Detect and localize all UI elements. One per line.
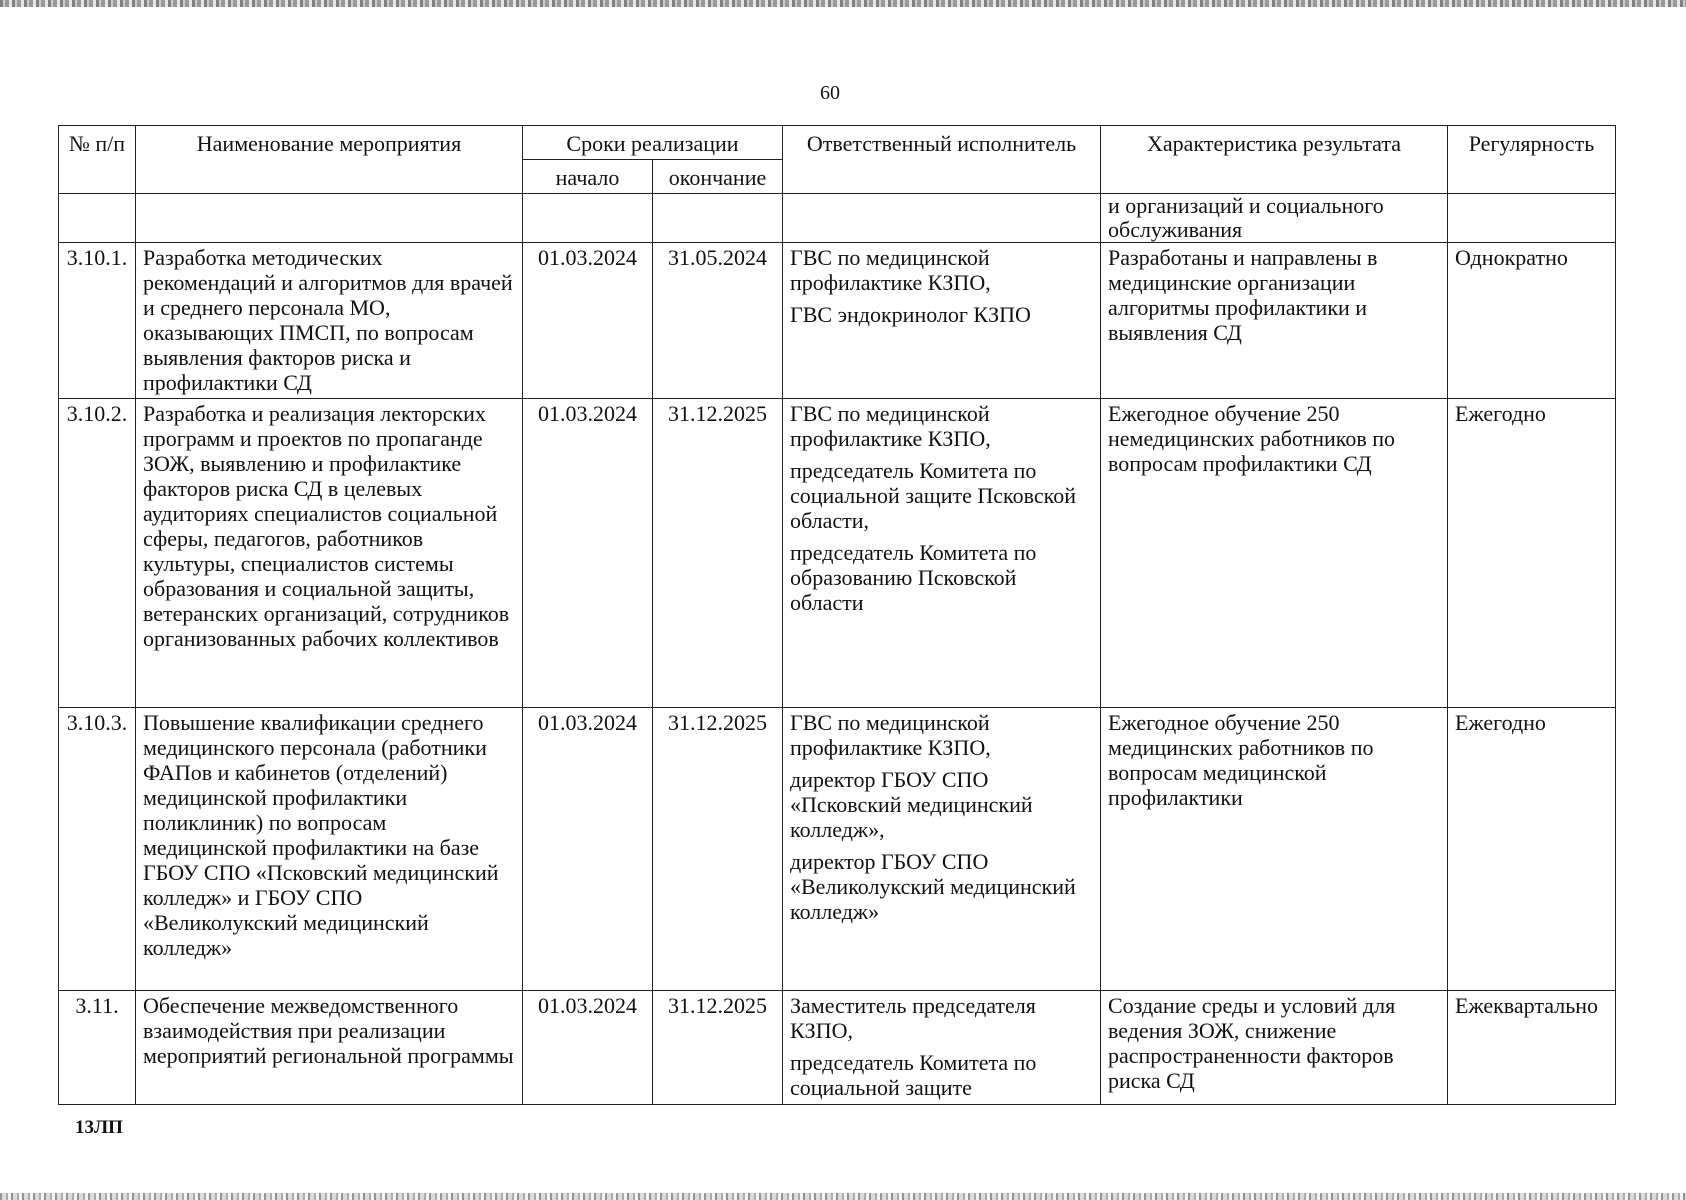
cell-end: 31.05.2024: [653, 243, 783, 399]
header-row: [59, 126, 1616, 160]
executor-line: Заместитель председателя КЗПО,: [790, 993, 1036, 1043]
executor-line: председатель Комитета по образованию Псковской области: [790, 540, 1037, 615]
cell-executor: [783, 399, 1101, 708]
table-row: [59, 991, 1616, 1105]
cell-name: Разработка методических рекомендаций и алгоритмов для врачей и среднего персонала МО, оказывающих ПМСП, по вопросам выявления факторов риска и профилактики СД: [136, 243, 523, 399]
cell-start: 01.03.2024: [523, 708, 653, 991]
cell-regularity: Ежеквартально: [1448, 991, 1616, 1105]
cell-regularity: [1448, 194, 1616, 243]
executor-line: директор ГБОУ СПО «Великолукский медицинский колледж»: [790, 849, 1076, 924]
cell-result: Ежегодное обучение 250 немедицинских работников по вопросам профилактики СД: [1101, 399, 1448, 708]
header-start: начало: [523, 160, 653, 194]
cell-executor: [783, 991, 1101, 1105]
table-row: [59, 708, 1616, 991]
cell-executor: [783, 243, 1101, 399]
cell-name: [136, 194, 523, 243]
cell-regularity: Однократно: [1448, 243, 1616, 399]
cell-result: и организаций и социального обслуживания: [1101, 194, 1448, 243]
executor-line: председатель Комитета по социальной защите Псковской области,: [790, 458, 1076, 533]
executor-line: ГВС по медицинской профилактике КЗПО,: [790, 710, 991, 760]
cell-name: Повышение квалификации среднего медицинского персонала (работники ФАПов и кабинетов (отделений) медицинской профилактики поликлиник) по вопросам медицинской профилактики на базе ГБОУ СПО «Псковский медицинский колледж» и ГБОУ СПО «Великолукский медицинский колледж»: [136, 708, 523, 991]
program-table: [58, 125, 1616, 1105]
cell-start: [523, 194, 653, 243]
cell-start: 01.03.2024: [523, 399, 653, 708]
cell-executor: [783, 194, 1101, 243]
cell-end: [653, 194, 783, 243]
scan-edge-top: [0, 0, 1686, 7]
table-row-continuation: [59, 194, 1616, 243]
cell-result: Разработаны и направлены в медицинские организации алгоритмы профилактики и выявления СД: [1101, 243, 1448, 399]
cell-result: Ежегодное обучение 250 медицинских работников по вопросам медицинской профилактики: [1101, 708, 1448, 991]
header-num: № п/п: [59, 126, 136, 194]
cell-end: 31.12.2025: [653, 991, 783, 1105]
executor-line: директор ГБОУ СПО «Псковский медицинский колледж»,: [790, 767, 1033, 842]
cell-end: 31.12.2025: [653, 399, 783, 708]
cell-result: Создание среды и условий для ведения ЗОЖ, снижение распространенности факторов риска СД: [1101, 991, 1448, 1105]
cell-regularity: Ежегодно: [1448, 399, 1616, 708]
cell-start: 01.03.2024: [523, 243, 653, 399]
footer-code: 13ЛП: [75, 1117, 123, 1138]
cell-regularity: Ежегодно: [1448, 708, 1616, 991]
cell-start: 01.03.2024: [523, 991, 653, 1105]
cell-num: [59, 194, 136, 243]
header-name: Наименование мероприятия: [136, 126, 523, 194]
executor-line: ГВС эндокринолог КЗПО: [790, 302, 1031, 327]
header-terms: Сроки реализации: [523, 126, 783, 160]
executor-line: ГВС по медицинской профилактике КЗПО,: [790, 401, 991, 451]
cell-end: 31.12.2025: [653, 708, 783, 991]
table-row: [59, 243, 1616, 399]
cell-num: 3.10.3.: [59, 708, 136, 991]
header-executor: Ответственный исполнитель: [783, 126, 1101, 194]
cell-num: 3.10.2.: [59, 399, 136, 708]
header-end: окончание: [653, 160, 783, 194]
header-regularity: Регулярность: [1448, 126, 1616, 194]
cell-executor: [783, 708, 1101, 991]
header-result: Характеристика результата: [1101, 126, 1448, 194]
cell-num: 3.10.1.: [59, 243, 136, 399]
scan-edge-bottom: [0, 1193, 1686, 1200]
executor-line: председатель Комитета по социальной защите: [790, 1050, 1037, 1100]
table-row: [59, 399, 1616, 708]
cell-num: 3.11.: [59, 991, 136, 1105]
executor-line: ГВС по медицинской профилактике КЗПО,: [790, 245, 991, 295]
cell-name: Обеспечение межведомственного взаимодействия при реализации мероприятий региональной программы: [136, 991, 523, 1105]
cell-name: Разработка и реализация лекторских программ и проектов по пропаганде ЗОЖ, выявлению и профилактике факторов риска СД в целевых аудиториях специалистов социальной сферы, педагогов, работников культуры, специалистов системы образования и социальной защиты, ветеранских организаций, сотрудников организованных рабочих коллективов: [136, 399, 523, 708]
page-number: 60: [820, 82, 840, 104]
